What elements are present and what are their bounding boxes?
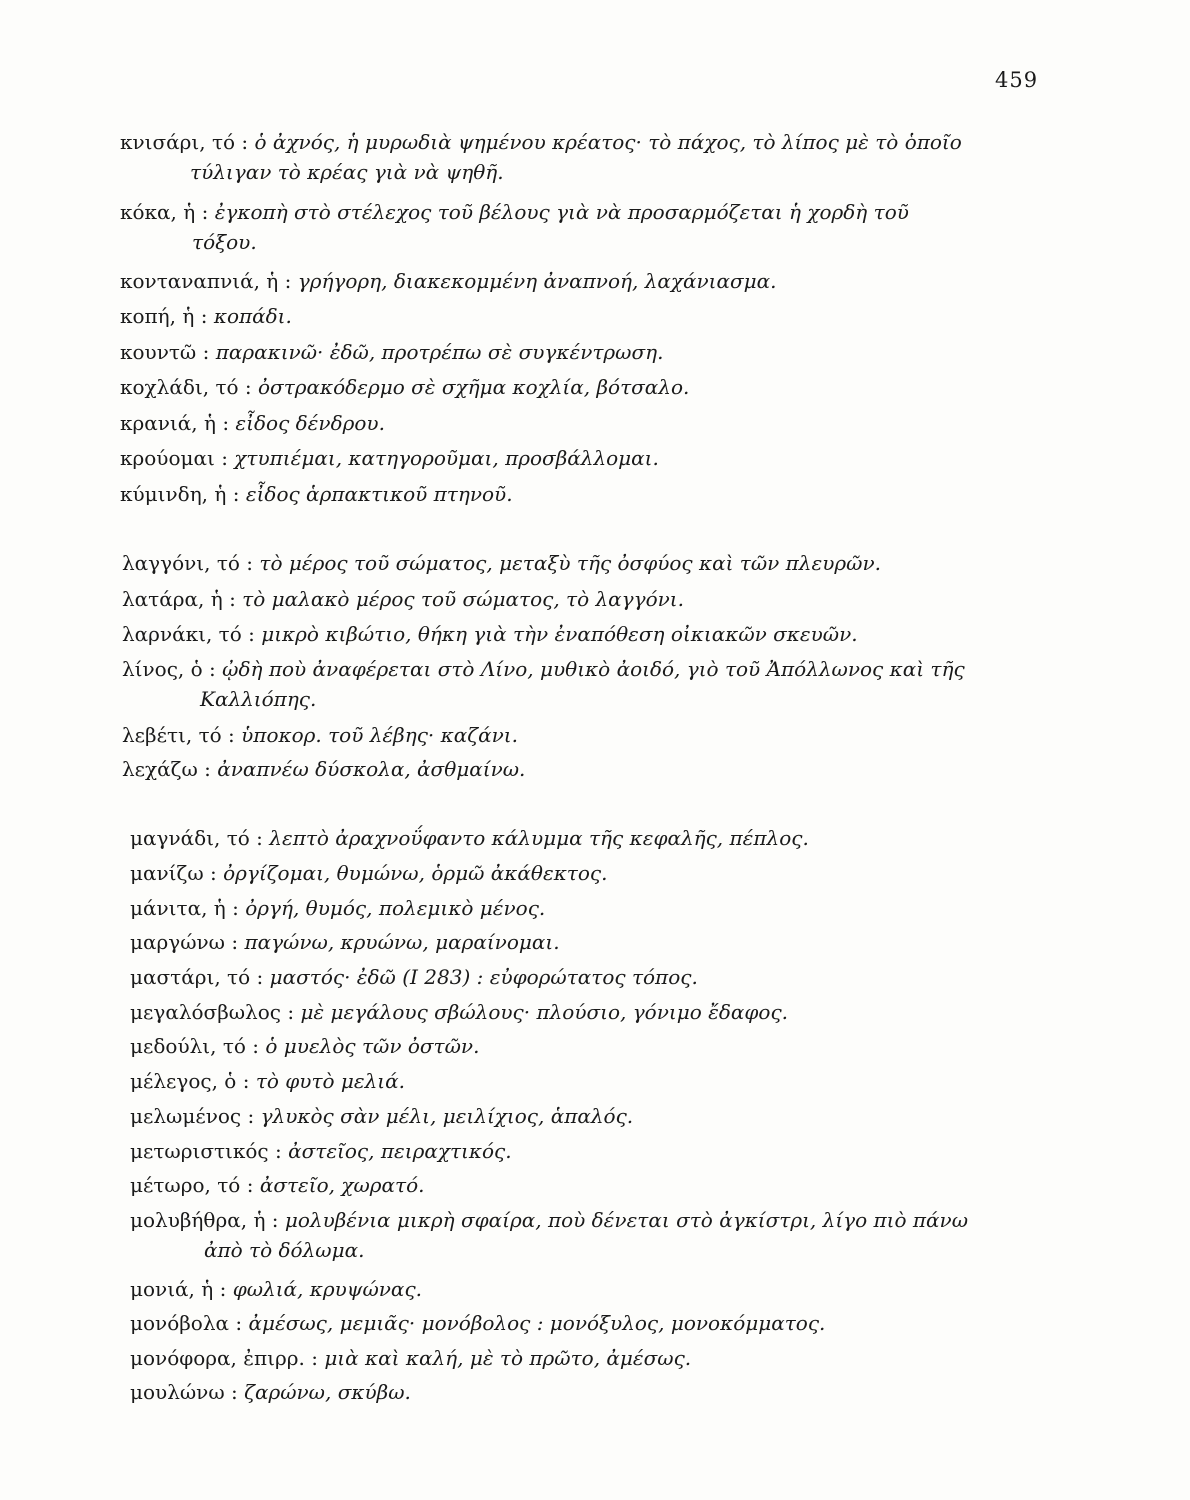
glossary-entry — [120, 372, 689, 402]
entry-definition-continued: Καλλιόπης. — [200, 687, 317, 711]
entry-term: κουντῶ — [120, 340, 197, 364]
entry-definition: ζαρώνω, σκύβω. — [244, 1380, 411, 1404]
entry-definition: τὸ φυτὸ μελιά. — [255, 1069, 406, 1093]
entry-term: μονιά, ἡ — [130, 1277, 214, 1301]
glossary-entry — [130, 823, 809, 853]
entry-term: μεδούλι, τό — [130, 1034, 246, 1058]
entry-definition: μαστός· ἐδῶ (Ι 283) : εὐφορώτατος τόπος. — [269, 965, 698, 989]
entry-definition: ἀναπνέω δύσκολα, ἀσθμαίνω. — [217, 757, 526, 781]
entry-separator: : — [224, 1380, 245, 1404]
entry-separator: : — [235, 130, 255, 154]
entry-separator: : — [222, 587, 243, 611]
entry-separator: : — [241, 622, 262, 646]
entry-separator: : — [195, 200, 215, 224]
entry-term: λαρνάκι, τό — [122, 622, 242, 646]
entry-definition: εἶδος δένδρου. — [235, 411, 385, 435]
entry-definition: λεπτὸ ἀραχνοΰφαντο κάλυμμα τῆς κεφαλῆς, πέπλος. — [269, 826, 809, 850]
entry-definition-continued: τύλιγαν τὸ κρέας γιὰ νὰ ψηθῆ. — [190, 160, 504, 184]
entry-definition: μιὰ καὶ καλή, μὲ τὸ πρῶτο, ἀμέσως. — [324, 1346, 692, 1370]
glossary-entry — [130, 1031, 479, 1061]
glossary-entry — [130, 997, 788, 1027]
glossary-entry — [120, 301, 292, 331]
entry-definition: ἀστεῖο, χωρατό. — [259, 1173, 425, 1197]
glossary-entry — [122, 584, 684, 614]
glossary-entry — [120, 479, 513, 509]
entry-definition: χτυπιέμαι, κατηγοροῦμαι, προσβάλλομαι. — [234, 446, 659, 470]
glossary-entry — [130, 858, 607, 888]
entry-definition: μὲ μεγάλους σβώλους· πλούσιο, γόνιμο ἔδαφος. — [300, 1000, 789, 1024]
entry-term: μεγαλόσβωλος — [130, 1000, 281, 1024]
entry-term: λαγγόνι, τό — [122, 551, 240, 575]
entry-term: μονόφορα, ἐπιρρ. — [130, 1346, 305, 1370]
entry-definition-continued: ἀπὸ τὸ δόλωμα. — [204, 1238, 365, 1262]
entry-separator: : — [250, 965, 270, 989]
glossary-entry — [130, 1308, 825, 1338]
entry-separator: : — [226, 482, 246, 506]
glossary-entry — [130, 1274, 422, 1304]
entry-definition: παγώνω, κρυώνω, μαραίνομαι. — [244, 930, 560, 954]
glossary-entry — [120, 408, 385, 438]
entry-term: κοπή, ἡ — [120, 304, 195, 328]
glossary-entry — [130, 1343, 691, 1373]
glossary-entry — [122, 720, 518, 750]
glossary-entry — [122, 654, 965, 714]
entry-term: κονταναπνιά, ἡ — [120, 269, 279, 293]
entry-definition: ὀστρακόδερμο σὲ σχῆμα κοχλία, βότσαλο. — [258, 375, 690, 399]
entry-term: μολυβήθρα, ἡ — [130, 1208, 266, 1232]
glossary-entry — [120, 337, 663, 367]
entry-definition: ἀμέσως, μεμιᾶς· μονόβολος : μονόξυλος, μονοκόμματος. — [248, 1311, 826, 1335]
entry-definition: παρακινῶ· ἐδῶ, προτρέπω σὲ συγκέντρωση. — [215, 340, 664, 364]
entry-definition-continued: τόξου. — [192, 230, 257, 254]
entry-term: μέτωρο, τό — [130, 1173, 241, 1197]
entry-term: λίνος, ὁ — [122, 657, 203, 681]
entry-separator: : — [197, 757, 218, 781]
entry-definition: ὑποκορ. τοῦ λέβης· καζάνι. — [241, 723, 518, 747]
entry-separator: : — [215, 411, 236, 435]
entry-term: λεβέτι, τό — [122, 723, 222, 747]
glossary-entry — [130, 893, 545, 923]
entry-separator: : — [225, 896, 246, 920]
glossary-entry — [122, 754, 525, 784]
entry-definition: ᾠδὴ ποὺ ἀναφέρεται στὸ Λίνο, μυθικὸ ἀοιδό, γιὸ τοῦ Ἀπόλλωνος καὶ τῆς — [222, 657, 965, 681]
entry-separator: : — [278, 269, 298, 293]
glossary-entry — [130, 1066, 405, 1096]
entry-separator: : — [238, 375, 258, 399]
entry-definition: ἀστεῖος, πειραχτικός. — [288, 1139, 512, 1163]
glossary-entry — [120, 197, 909, 257]
entry-term: μουλώνω — [130, 1380, 225, 1404]
glossary-entry — [120, 127, 962, 187]
entry-definition: ὀργίζομαι, θυμώνω, ὁρμῶ ἀκάθεκτος. — [223, 861, 608, 885]
entry-term: κρούομαι — [120, 446, 215, 470]
glossary-entry — [130, 1136, 512, 1166]
entry-term: μαστάρι, τό — [130, 965, 251, 989]
entry-definition: γλυκὸς σὰν μέλι, μειλίχιος, ἁπαλός. — [260, 1104, 634, 1128]
entry-term: κρανιά, ἡ — [120, 411, 216, 435]
entry-definition: ὁ μυελὸς τῶν ὀστῶν. — [265, 1034, 480, 1058]
entry-separator: : — [249, 826, 270, 850]
entry-definition: ὀργή, θυμός, πολεμικὸ μένος. — [245, 896, 546, 920]
entry-definition: κοπάδι. — [213, 304, 292, 328]
entry-separator: : — [239, 551, 260, 575]
entry-definition: φωλιά, κρυψώνας. — [232, 1277, 422, 1301]
entry-definition: τὸ μέρος τοῦ σώματος, μεταξὺ τῆς ὀσφύος καὶ τῶν πλευρῶν. — [259, 551, 881, 575]
entry-term: μελωμένος — [130, 1104, 242, 1128]
entry-definition: ἐγκοπὴ στὸ στέλεχος τοῦ βέλους γιὰ νὰ προσαρμόζεται ἡ χορδὴ τοῦ — [214, 200, 909, 224]
glossary-entry — [122, 619, 858, 649]
entry-separator: : — [241, 1104, 261, 1128]
entry-term: κνισάρι, τό — [120, 130, 236, 154]
entry-separator: : — [280, 1000, 301, 1024]
entry-term: κοχλάδι, τό — [120, 375, 239, 399]
entry-term: κόκα, ἡ — [120, 200, 196, 224]
entry-term: μέλεγος, ὁ — [130, 1069, 237, 1093]
entry-separator: : — [196, 340, 216, 364]
entry-separator: : — [268, 1139, 289, 1163]
entry-term: μετωριστικός — [130, 1139, 269, 1163]
glossary-entry — [130, 1205, 968, 1265]
entry-term: μαργώνω — [130, 930, 225, 954]
entry-separator: : — [240, 1173, 260, 1197]
entry-definition: εἶδος ἁρπακτικοῦ πτηνοῦ. — [245, 482, 513, 506]
glossary-entry — [130, 962, 698, 992]
entry-separator: : — [214, 446, 235, 470]
entry-separator: : — [229, 1311, 249, 1335]
entry-separator: : — [225, 930, 245, 954]
entry-separator: : — [221, 723, 242, 747]
entry-definition: μολυβένια μικρὴ σφαίρα, ποὺ δένεται στὸ ἀγκίστρι, λίγο πιὸ πάνω — [284, 1208, 969, 1232]
entry-separator: : — [213, 1277, 233, 1301]
entry-term: μάνιτα, ἡ — [130, 896, 226, 920]
entry-term: μανίζω — [130, 861, 204, 885]
glossary-entry — [120, 266, 777, 296]
glossary-entry — [130, 1377, 411, 1407]
entry-separator: : — [236, 1069, 256, 1093]
glossary-entry — [130, 1101, 633, 1131]
page-number: 459 — [995, 68, 1039, 92]
entry-definition: ὁ ἀχνός, ἡ μυρωδιὰ ψημένου κρέατος· τὸ πάχος, τὸ λίπος μὲ τὸ ὁποῖο — [254, 130, 962, 154]
glossary-entry — [122, 548, 881, 578]
entry-term: μονόβολα — [130, 1311, 230, 1335]
entry-definition: γρήγορη, διακεκομμένη ἀναπνοή, λαχάνιασμα. — [297, 269, 777, 293]
glossary-entry — [120, 443, 659, 473]
entry-term: κύμινδη, ἡ — [120, 482, 227, 506]
entry-definition: μικρὸ κιβώτιο, θήκη γιὰ τὴν ἐναπόθεση οἰκιακῶν σκευῶν. — [261, 622, 858, 646]
entry-term: μαγνάδι, τό — [130, 826, 250, 850]
entry-term: λεχάζω — [122, 757, 198, 781]
entry-definition: τὸ μαλακὸ μέρος τοῦ σώματος, τὸ λαγγόνι. — [242, 587, 684, 611]
entry-term: λατάρα, ἡ — [122, 587, 223, 611]
glossary-entry — [130, 1170, 425, 1200]
entry-separator: : — [265, 1208, 285, 1232]
entry-separator: : — [304, 1346, 325, 1370]
entry-separator: : — [202, 657, 223, 681]
glossary-entry — [130, 927, 560, 957]
entry-separator: : — [203, 861, 224, 885]
entry-separator: : — [194, 304, 214, 328]
entry-separator: : — [245, 1034, 266, 1058]
